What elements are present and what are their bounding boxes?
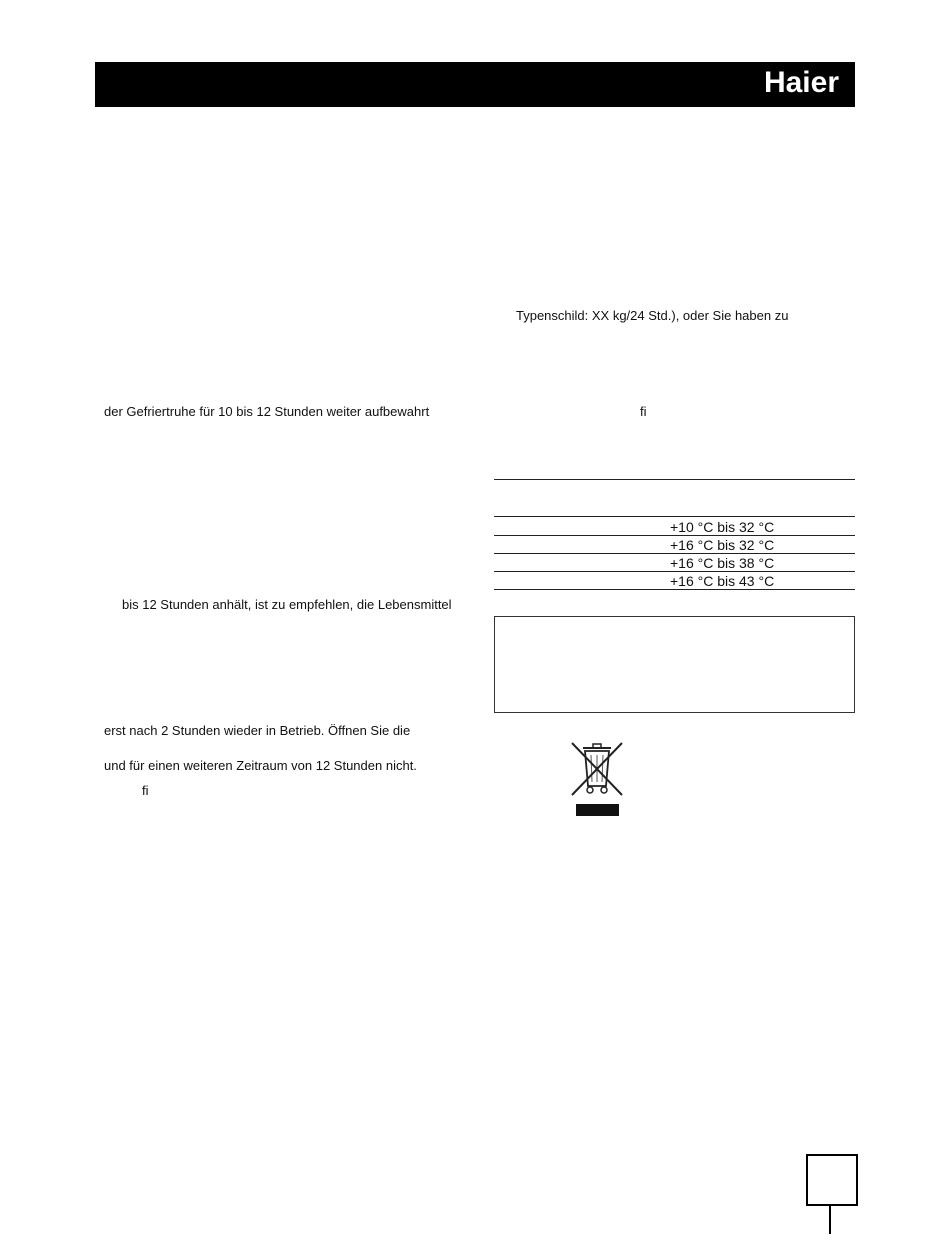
- table-row-temp-range: +16 °C bis 43 °C: [670, 573, 775, 589]
- left-fi-glyph: fi: [142, 783, 149, 798]
- table-rule: [494, 535, 855, 536]
- notice-box: [494, 616, 855, 713]
- left-text-line-4: und für einen weiteren Zeitraum von 12 Stunden nicht.: [104, 758, 417, 773]
- table-row-temp-range: +16 °C bis 38 °C: [670, 555, 775, 571]
- table-rule-top: [494, 479, 855, 480]
- table-rule: [494, 571, 855, 572]
- table-rule-bottom: [494, 589, 855, 590]
- page-number-tick: [829, 1204, 831, 1234]
- table-rule: [494, 553, 855, 554]
- left-text-line-3: erst nach 2 Stunden wieder in Betrieb. Öffnen Sie die: [104, 723, 411, 738]
- header-bar: [95, 62, 855, 107]
- table-row-temp-range: +10 °C bis 32 °C: [670, 519, 775, 535]
- haier-logo: Haier: [763, 66, 839, 99]
- page-number-box: [806, 1154, 858, 1206]
- table-rule-header: [494, 516, 855, 517]
- right-fi-glyph: fi: [640, 404, 647, 419]
- crossed-out-wheelie-bin-icon: [567, 738, 627, 818]
- left-text-line-1: der Gefriertruhe für 10 bis 12 Stunden weiter aufbewahrt: [104, 404, 430, 419]
- left-text-line-2: bis 12 Stunden anhält, ist zu empfehlen, die Lebensmittel: [122, 597, 452, 612]
- right-text-line-1: Typenschild: XX kg/24 Std.), oder Sie haben zu: [516, 308, 789, 323]
- table-row-temp-range: +16 °C bis 32 °C: [670, 537, 775, 553]
